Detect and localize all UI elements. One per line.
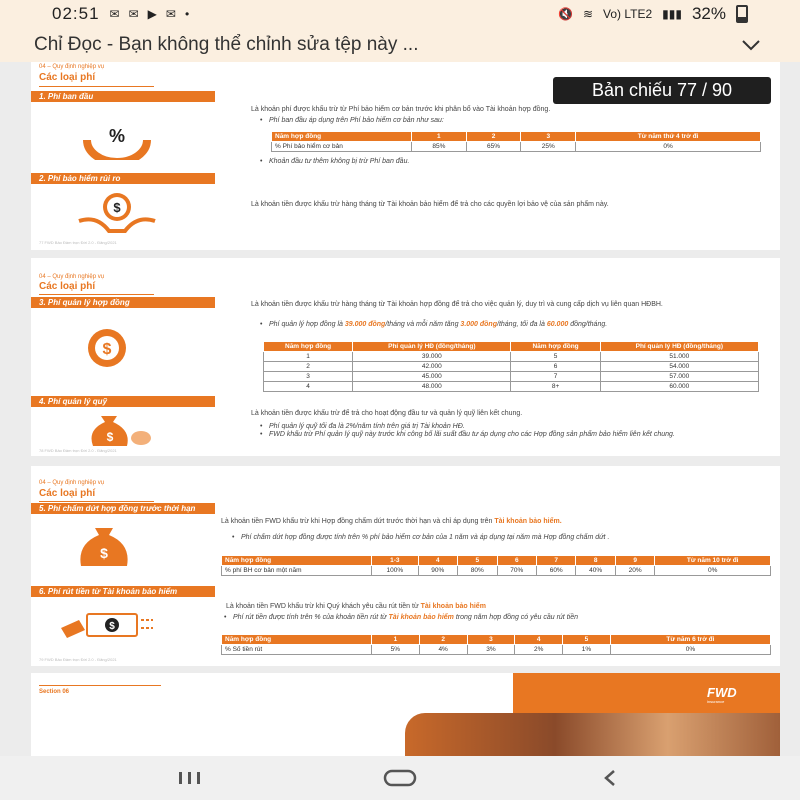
section-bar: 1. Phí ban đầu <box>31 91 215 102</box>
table-header: Năm hợp đồng <box>272 132 412 142</box>
bullet-text: trong năm hợp đồng có yêu cầu rút tiền <box>453 614 578 621</box>
gmail-icon: ✉ <box>128 7 142 21</box>
slide-78[interactable] <box>31 258 780 456</box>
table-cell: 20% <box>615 566 654 576</box>
document-header <box>0 28 800 62</box>
table-cell: 51.000 <box>600 352 758 362</box>
table-cell: 7 <box>511 372 600 382</box>
table-header: 2 <box>466 132 521 142</box>
bullet: • FWD khấu trừ Phí quản lý quỹ này trước khi công bố lãi suất đầu tư áp dụng cho các Hợp đồng sản phẩm bảo hiểm liên kết chung. <box>269 430 769 439</box>
table-header: 2 <box>419 635 467 645</box>
description-text: Là khoản tiền FWD khấu trừ khi Quý khách yêu cầu rút tiền từ <box>226 603 421 610</box>
chevron-down-icon[interactable] <box>736 34 766 57</box>
percent-icon <box>77 110 157 165</box>
section-bar: 5. Phí chấm dứt hợp đồng trước thời hạn <box>31 503 215 514</box>
bullet-text: /tháng, tối đa là <box>497 321 547 328</box>
table-cell: 70% <box>497 566 536 576</box>
table-header: 1-3 <box>372 556 419 566</box>
table-row <box>222 645 771 655</box>
highlight: Tài khoản bảo hiểm <box>388 614 454 621</box>
battery-icon <box>736 5 748 23</box>
table-cell: 0% <box>655 566 771 576</box>
table-header: 5 <box>563 635 611 645</box>
table-header: Phí quản lý HĐ (đồng/tháng) <box>600 342 758 352</box>
table-cell: 4% <box>419 645 467 655</box>
mute-icon: 🔇 <box>558 7 573 21</box>
table-cell: 3 <box>264 372 353 382</box>
title-underline <box>39 501 154 502</box>
fwd-logo-sub: insurance <box>707 699 725 704</box>
table-header: 5 <box>458 556 497 566</box>
dot-icon: • <box>184 7 193 21</box>
slide-79[interactable] <box>31 466 780 666</box>
table-cell: 25% <box>521 142 576 152</box>
hand-money-icon <box>75 191 159 240</box>
table-cell: 54.000 <box>600 362 758 372</box>
description-text: Là khoản tiền FWD khấu trừ khi Hợp đồng chấm dứt trước thời hạn và chỉ áp dụng trên <box>221 518 495 525</box>
table-header: Từ năm 6 trở đi <box>610 635 770 645</box>
wifi-icon: ≋ <box>582 7 594 21</box>
termination-fee-table <box>221 555 771 576</box>
table-header: 7 <box>536 556 575 566</box>
divider-line <box>39 685 161 686</box>
table-header: Năm hợp đồng <box>511 342 600 352</box>
clock: 02:51 <box>52 4 100 23</box>
signal-icon: ▮▮▮ <box>662 7 682 21</box>
description: Là khoản phí được khấu trừ từ Phí bảo hiểm cơ bản trước khi phân bổ vào Tài khoản hợp đồng. <box>251 106 551 113</box>
table-header: 4 <box>418 556 457 566</box>
table-header: 1 <box>412 132 467 142</box>
fee-table <box>271 131 761 152</box>
highlight: Tài khoản bảo hiểm <box>420 603 486 610</box>
home-button[interactable] <box>380 763 420 793</box>
svg-text:$: $ <box>106 430 114 444</box>
svg-text:$: $ <box>109 621 115 632</box>
table-cell: 8+ <box>511 382 600 392</box>
table-header: 8 <box>576 556 615 566</box>
table-cell: 60.000 <box>600 382 758 392</box>
table-cell: % phí BH cơ bản một năm <box>222 566 372 576</box>
table-row <box>264 352 759 362</box>
bullet <box>269 320 769 329</box>
slide-title: Các loại phí <box>39 281 96 292</box>
notification-icons <box>110 7 193 21</box>
slide-title: Các loại phí <box>39 488 96 499</box>
bullet: • Phí ban đầu áp dụng trên Phí bảo hiểm cơ bản như sau: <box>269 116 769 125</box>
table-cell: % Phí bảo hiểm cơ bản <box>272 142 412 152</box>
highlight: Tài khoản bảo hiểm. <box>494 518 562 525</box>
bullet: • Phí chấm dứt hợp đồng được tính trên % phí bảo hiểm cơ bản của 1 năm và áp dụng tại năm mà Hợp đồng chấm dứt . <box>241 533 761 542</box>
table-cell: 6 <box>511 362 600 372</box>
bullet-text: Phí quản lý hợp đồng là <box>269 321 345 328</box>
description <box>221 517 771 526</box>
table-header: Năm hợp đồng <box>264 342 353 352</box>
bullet <box>233 613 763 622</box>
table-cell: % Số tiền rút <box>222 645 372 655</box>
table-header: 9 <box>615 556 654 566</box>
section-bar: 3. Phí quản lý hợp đồng <box>31 297 215 308</box>
slide-footer: 79 FWD Bảo Đảm trọn Đời 2.0 - Đăng/2021 <box>39 657 117 662</box>
section-label: 04 – Quy định nghiệp vụ <box>39 274 105 280</box>
table-row <box>222 566 771 576</box>
table-header: Năm hợp đồng <box>222 556 372 566</box>
svg-text:$: $ <box>100 545 108 561</box>
table-cell: 65% <box>466 142 521 152</box>
contract-fee-table <box>263 341 759 392</box>
table-cell: 1 <box>264 352 353 362</box>
table-cell: 85% <box>412 142 467 152</box>
table-header: 6 <box>497 556 536 566</box>
section-bar: 6. Phí rút tiền từ Tài khoản bảo hiểm <box>31 586 215 597</box>
table-cell: 3% <box>467 645 515 655</box>
gmail-icon: ✉ <box>165 7 179 21</box>
table-cell: 100% <box>372 566 419 576</box>
bullet: • Khoản đầu tư thêm không bị trừ Phí ban đầu. <box>269 157 769 166</box>
table-cell: 2 <box>264 362 353 372</box>
money-bag-icon <box>71 408 155 453</box>
table-cell: 5 <box>511 352 600 362</box>
table-cell: 60% <box>536 566 575 576</box>
table-row <box>264 382 759 392</box>
table-header: 1 <box>372 635 420 645</box>
highlight: 3.000 đồng <box>460 321 497 328</box>
table-cell: 1% <box>563 645 611 655</box>
back-button[interactable] <box>590 763 630 793</box>
description: Là khoản tiền được khấu trừ hàng tháng từ Tài khoản bảo hiểm để trả cho các quyền lợi bảo vệ của sản phẩm này. <box>251 201 609 208</box>
withdrawal-fee-table <box>221 634 771 655</box>
table-cell: 5% <box>372 645 420 655</box>
description: Là khoản tiền được khấu trừ hàng tháng từ Tài khoản hợp đồng để trả cho việc quản lý, duy trì và cung cấp dịch vụ liên quan HĐBH. <box>251 301 663 308</box>
table-header: 3 <box>467 635 515 645</box>
dollar-coin-icon <box>67 328 147 373</box>
table-row <box>264 362 759 372</box>
table-cell: 2% <box>515 645 563 655</box>
gmail-icon: ✉ <box>109 7 123 21</box>
section-bar: 4. Phí quản lý quỹ <box>31 396 215 407</box>
slide-footer: 77 FWD Bảo Đảm trọn Đời 2.0 - Đăng/2021 <box>39 240 117 245</box>
table-header: Phí quản lý HĐ (đồng/tháng) <box>353 342 511 352</box>
title-underline <box>39 294 154 295</box>
network-label: Vo) LTE2 <box>603 7 653 21</box>
section-label: Section 06 <box>39 689 70 695</box>
table-row <box>264 372 759 382</box>
hand-cash-icon <box>59 606 155 647</box>
table-cell: 4 <box>264 382 353 392</box>
section-label: 04 – Quy định nghiệp vụ <box>39 480 105 486</box>
section-label: 04 – Quy định nghiệp vụ <box>39 64 105 70</box>
bullet-text: /tháng và mỗi năm tăng <box>385 321 461 328</box>
table-header: Từ năm 10 trở đi <box>655 556 771 566</box>
table-cell: 48.000 <box>353 382 511 392</box>
table-cell: 57.000 <box>600 372 758 382</box>
table-cell: 42.000 <box>353 362 511 372</box>
description: Là khoản tiền được khấu trừ để trả cho hoạt động đầu tư và quản lý quỹ liên kết chung. <box>251 410 523 417</box>
table-cell: 0% <box>610 645 770 655</box>
highlight: 39.000 đồng <box>344 321 386 328</box>
table-header: Năm hợp đồng <box>222 635 372 645</box>
money-bag-icon <box>69 524 139 573</box>
svg-text:$: $ <box>113 200 121 215</box>
document-title: Chỉ Đọc - Bạn không thể chỉnh sửa tệp này ... <box>34 34 419 55</box>
photo-image <box>405 713 780 756</box>
svg-text:%: % <box>108 126 126 146</box>
table-cell: 80% <box>458 566 497 576</box>
system-nav-bar <box>0 756 800 800</box>
table-cell: 40% <box>576 566 615 576</box>
page-indicator: Bản chiếu 77 / 90 <box>553 77 771 104</box>
table-header: 4 <box>515 635 563 645</box>
slide-title: Các loại phí <box>39 72 96 83</box>
title-underline <box>39 86 154 87</box>
table-header: 3 <box>521 132 576 142</box>
table-cell: 90% <box>418 566 457 576</box>
recents-button[interactable] <box>170 763 210 793</box>
table-cell: 45.000 <box>353 372 511 382</box>
table-header: Từ năm thứ 4 trở đi <box>576 132 761 142</box>
bullet: • Phí quản lý quỹ tối đa là 2%/năm tính trên giá trị Tài khoản HĐ. <box>269 422 769 431</box>
slide-80[interactable] <box>31 673 780 756</box>
fwd-logo: FWD <box>707 685 737 700</box>
table-row <box>272 142 761 152</box>
bullet-text: Phí rút tiền được tính trên % của khoản tiền rút từ <box>233 614 389 621</box>
description <box>226 602 776 611</box>
table-cell: 39.000 <box>353 352 511 362</box>
youtube-icon: ▶ <box>147 7 160 21</box>
battery-percent: 32% <box>691 4 726 23</box>
highlight: 60.000 <box>546 321 569 328</box>
bullet-text: đồng/tháng. <box>568 321 608 328</box>
section-bar: 2. Phí bảo hiểm rủi ro <box>31 173 215 184</box>
status-bar <box>0 0 800 28</box>
slide-footer: 78 FWD Bảo Đảm trọn Đời 2.0 - Đăng/2021 <box>39 448 117 453</box>
table-cell: 0% <box>576 142 761 152</box>
svg-text:$: $ <box>102 341 112 358</box>
